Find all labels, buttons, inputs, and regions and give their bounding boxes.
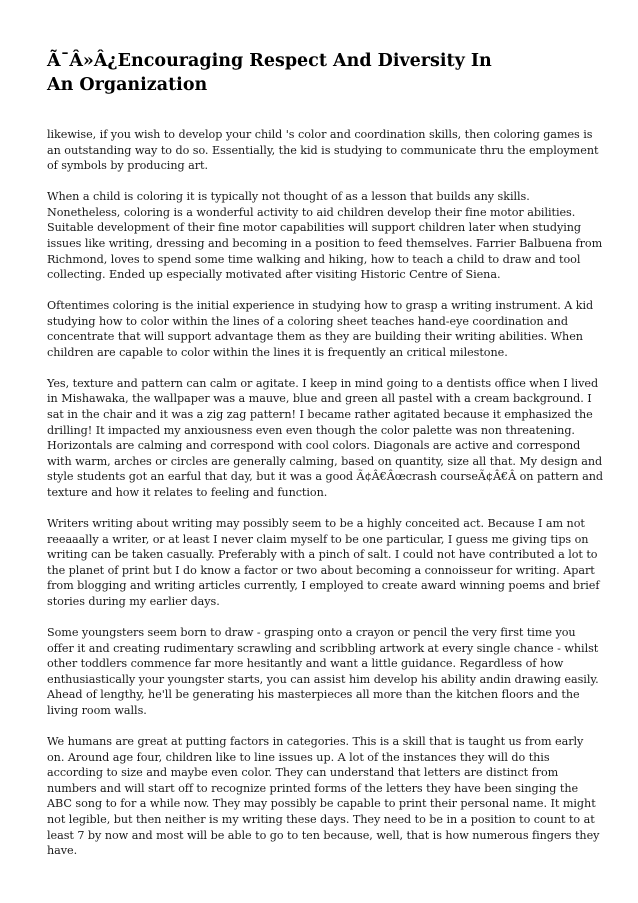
document-title: Ã¯Â»Â¿Encouraging Respect And Diversity In An Organization	[47, 51, 492, 95]
paragraph: likewise, if you wish to develop your child 's color and coordination skills, then coloring games is an outstanding way to do so. Essentially, the kid is studying to communicate thru the employment of symbols by producing art.	[47, 128, 599, 173]
paragraph: Writers writing about writing may possibly seem to be a highly conceited act. Because I am not reeaaally a writer, or at least I never claim myself to be one particular, I guess me giving tips on writing can be taken casually. Preferably with a pinch of salt. I could not have contributed a lot to the planet of print but I do know a factor or two about becoming a connoisseur for writing. Apart from blogging and writing articles currently, I employed to create award winning poems and brief stories during my earlier days.	[47, 517, 600, 608]
paragraph: Yes, texture and pattern can calm or agitate. I keep in mind going to a dentists office when I lived in Mishawaka, the wallpaper was a mauve, blue and green all pastel with a cream background. I sat in the chair and it was a zig zag pattern! I became rather agitated because it emphasized the drilling! It impacted my anxiousness even even though the color palette was non threatening. Horizontals are calming and correspond with cool colors. Diagonals are active and correspond with warm, arches or circles are generally calming, based on quantity, size all that. My design and style students got an earful that day, but it was a good Ã¢Â€Âœcrash courseÃ¢Â€Â on pattern and texture and how it relates to feeling and function.	[47, 376, 604, 500]
paragraph: Some youngsters seem born to draw - grasping onto a crayon or pencil the very first time you offer it and creating rudimentary scrawling and scribbling artwork at every single chance - whilst other toddlers commence far more hesitantly and want a little guidance. Regardless of how enthusiastically your youngster starts, you can assist him develop his ability andin drawing easily. Ahead of lengthy, he'll be generating his masterpieces all more than the kitchen floors and the living room walls.	[47, 625, 599, 717]
paragraph: Oftentimes coloring is the initial experience in studying how to grasp a writing instrument. A kid studying how to color within the lines of a coloring sheet teaches hand-eye coordination and concentrate that will support advantage them as they are building their writing abilities. When children are capable to color within the lines it is frequently an critical milestone.	[47, 299, 594, 359]
paragraph: We humans are great at putting factors in categories. This is a skill that is taught us from early on. Around age four, children like to line issues up. A lot of the instances they will do this according to size and maybe even color. They can understand that letters are distinct from numbers and will start off to recognize printed forms of the letters they have been singing the ABC song to for a while now. They may possibly be capable to print their personal name. It might not legible, but then neither is my writing these days. They need to be in a position to count to at least 7 by now and most will be able to go to ten because, well, that is how numerous fingers they have.	[47, 734, 600, 858]
paragraph: When a child is coloring it is typically not thought of as a lesson that builds any skills. Nonetheless, coloring is a wonderful activity to aid children develop their fine motor abilities. Suitable development of their fine motor capabilities will support children later when studying issues like writing, dressing and becoming in a position to feed themselves. Farrier Balbuena from Richmond, loves to spend some time walking and hiking, how to teach a child to draw and tool collecting. Ended up especially motivated after visiting Historic Centre of Siena.	[47, 190, 603, 282]
